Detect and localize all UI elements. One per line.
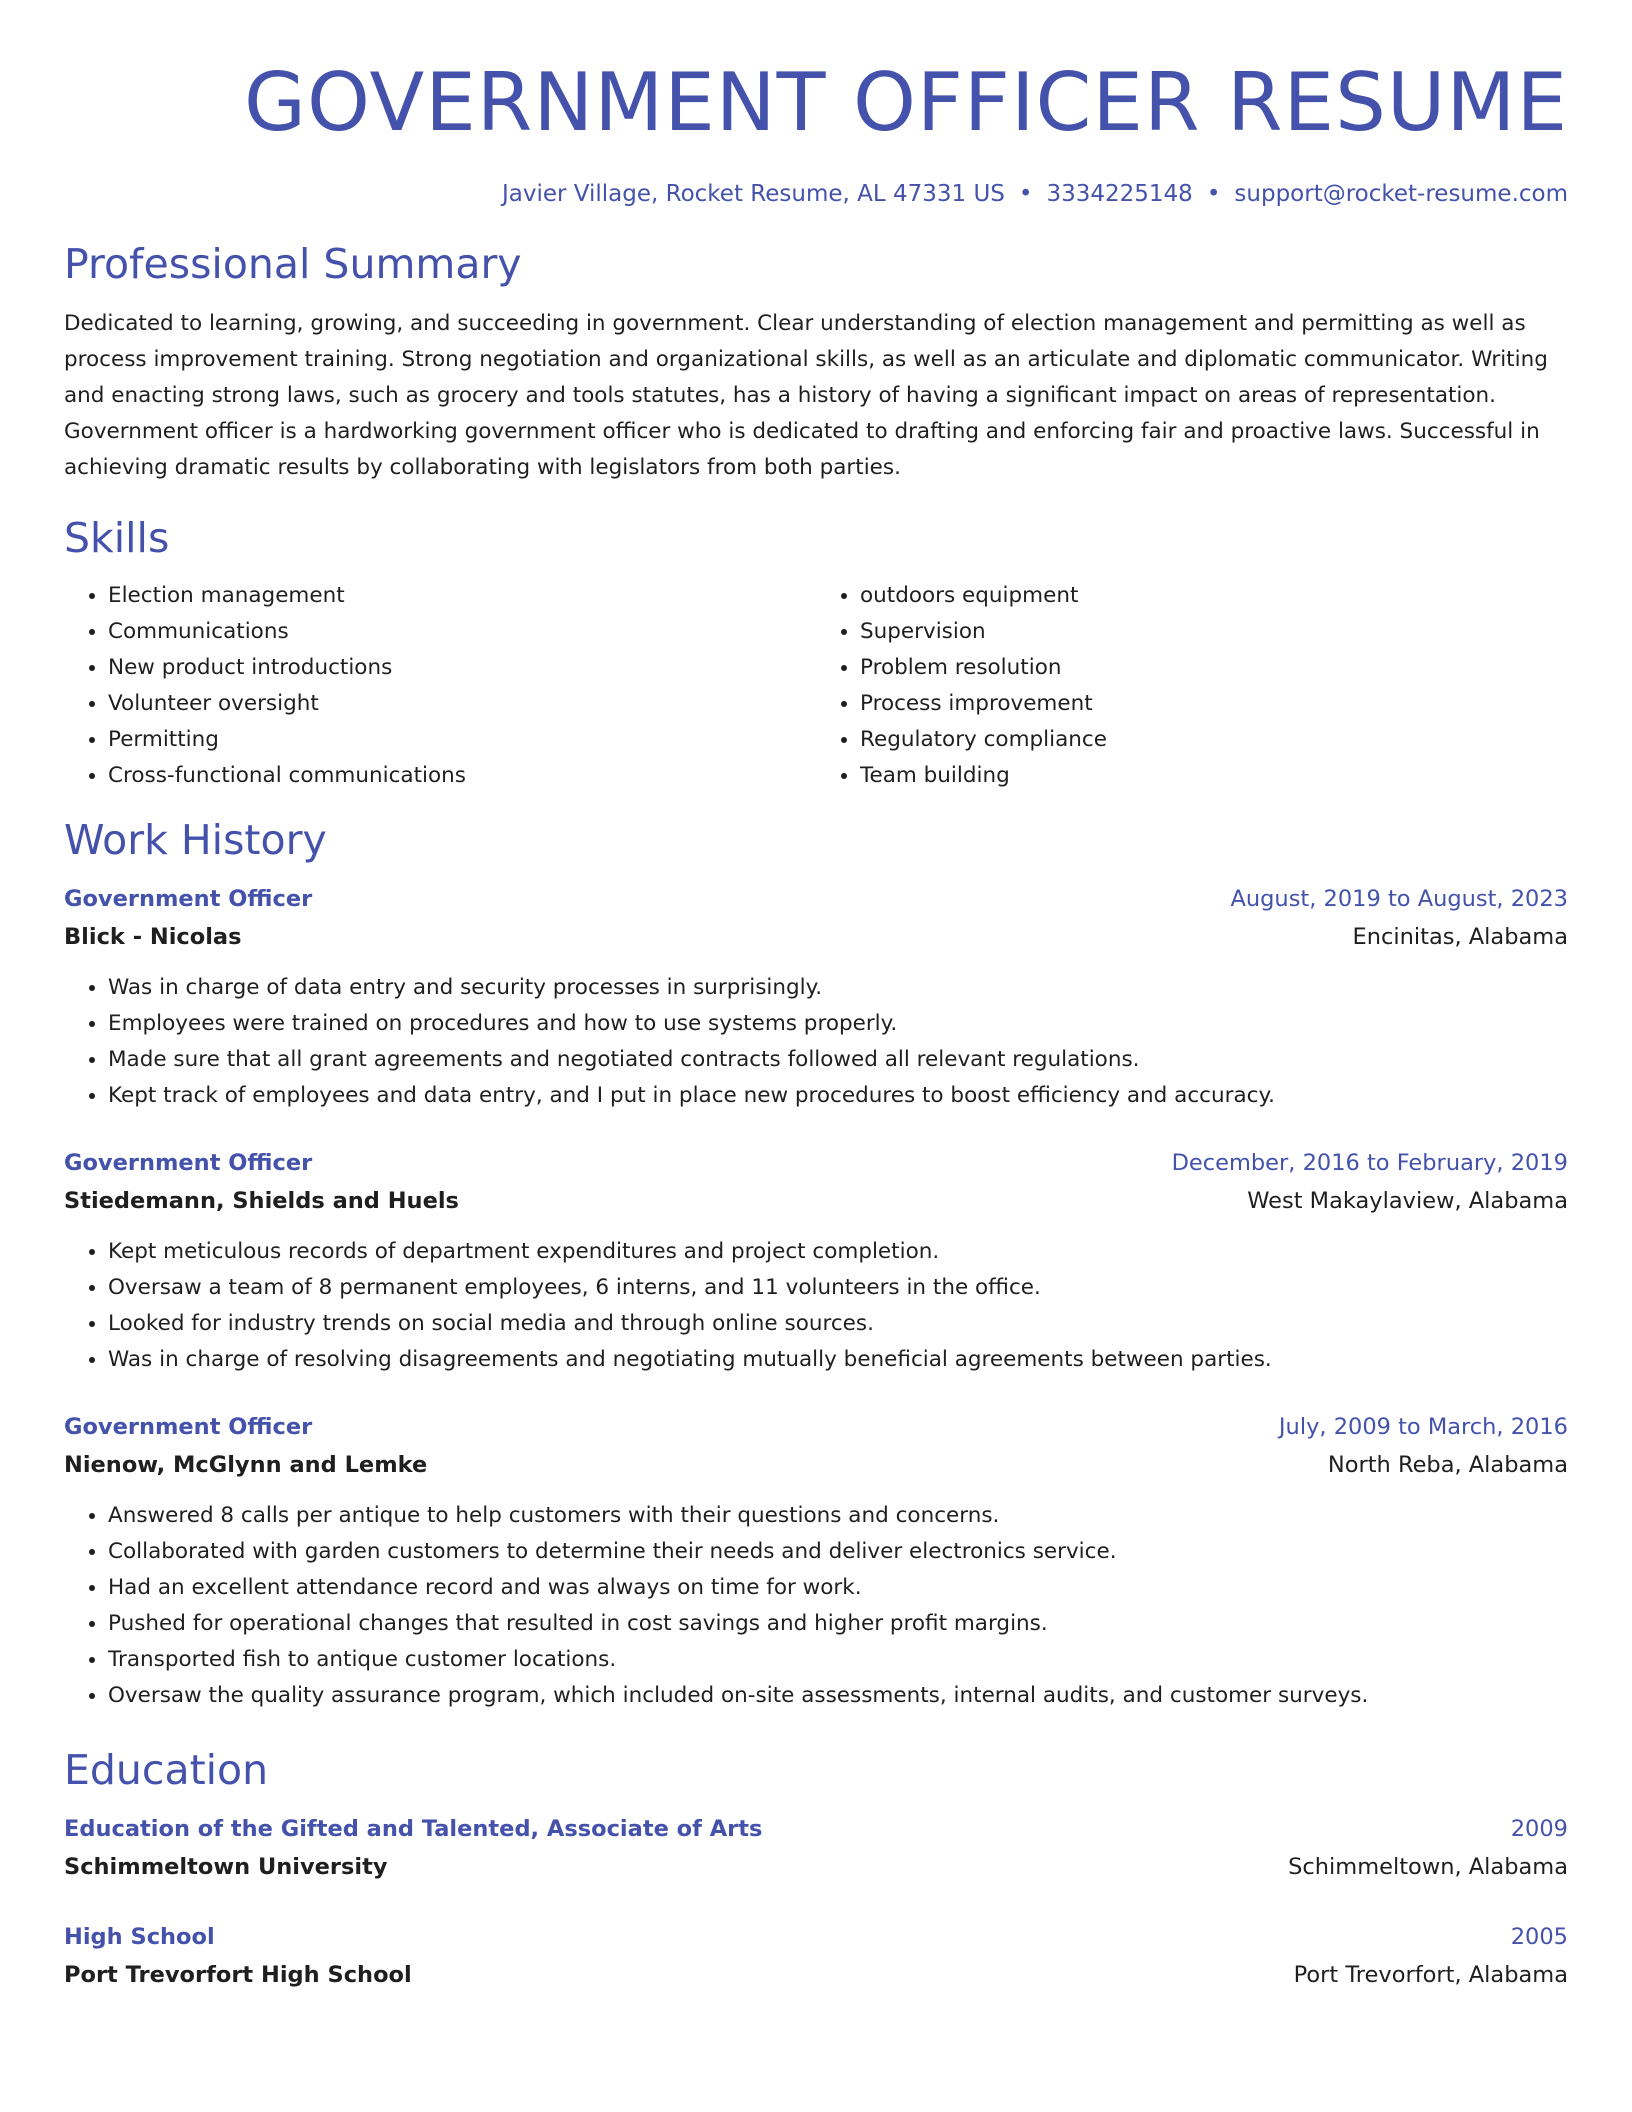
- skill-item: • Communications: [108, 614, 816, 650]
- summary-heading: Professional Summary: [64, 240, 522, 288]
- job-bullet: • Oversaw the quality assurance program, which included on-site assessments, internal audits, and customer surveys.: [108, 1678, 1568, 1714]
- job-entry: [64, 1144, 1568, 1378]
- skill-item: • Volunteer oversight: [108, 686, 816, 722]
- education-heading: Education: [64, 1746, 269, 1794]
- job-company: Stiedemann, Shields and Huels: [64, 1188, 459, 1214]
- job-title: Government Officer: [64, 1414, 313, 1440]
- contact-phone: 3334225148: [1046, 181, 1193, 207]
- resume-title: GOVERNMENT OFFICER RESUME: [243, 56, 1568, 149]
- job-bullet: • Answered 8 calls per antique to help customers with their questions and concerns.: [108, 1498, 1568, 1534]
- skills-list: [64, 578, 1568, 794]
- job-dates: December, 2016 to February, 2019: [1171, 1150, 1568, 1176]
- education-degree: Education of the Gifted and Talented, Associate of Arts: [64, 1816, 763, 1842]
- job-bullet: • Made sure that all grant agreements and negotiated contracts followed all relevant regulations.: [108, 1042, 1568, 1078]
- job-header: [64, 880, 1568, 918]
- work-history-heading: Work History: [64, 816, 327, 864]
- skill-item: • Permitting: [108, 722, 816, 758]
- job-bullet: • Kept meticulous records of department expenditures and project completion.: [108, 1234, 1568, 1270]
- job-location: North Reba, Alabama: [1327, 1452, 1568, 1478]
- job-bullet: • Was in charge of resolving disagreements and negotiating mutually beneficial agreements between parties.: [108, 1342, 1568, 1378]
- job-bullet: • Looked for industry trends on social media and through online sources.: [108, 1306, 1568, 1342]
- job-bullet: • Pushed for operational changes that resulted in cost savings and higher profit margins.: [108, 1606, 1568, 1642]
- contact-separator: •: [1206, 181, 1221, 207]
- job-bullet: • Had an excellent attendance record and was always on time for work.: [108, 1570, 1568, 1606]
- education-year: 2005: [1510, 1924, 1568, 1950]
- job-bullet: • Employees were trained on procedures and how to use systems properly.: [108, 1006, 1568, 1042]
- contact-address: Javier Village, Rocket Resume, AL 47331 US: [501, 181, 1005, 207]
- contact-line: [64, 178, 1568, 210]
- skill-item: • Cross-functional communications: [108, 758, 816, 794]
- job-subheader: [64, 1446, 1568, 1484]
- job-subheader: [64, 1182, 1568, 1220]
- summary-text: Dedicated to learning, growing, and succeeding in government. Clear understanding of election management and permitting as well as process improvement training. Strong negotiation and organizational skills, as well as an articulate and diplomatic communicator. Writing and enacting strong laws, such as grocery and tools statutes, has a history of having a significant impact on areas of representation. Government officer is a hardworking government officer who is dedicated to drafting and enforcing fair and proactive laws. Successful in achieving dramatic results by collaborating with legislators from both parties.: [64, 311, 1548, 480]
- contact-separator: •: [1018, 181, 1033, 207]
- job-bullets: [64, 1234, 1568, 1378]
- job-header: [64, 1144, 1568, 1182]
- education-subheader: [64, 1956, 1568, 1994]
- education-degree: High School: [64, 1924, 215, 1950]
- education-header: [64, 1810, 1568, 1848]
- skill-item: • Team building: [860, 758, 1568, 794]
- job-entry: [64, 1408, 1568, 1714]
- job-subheader: [64, 918, 1568, 956]
- skills-heading: Skills: [64, 514, 170, 562]
- job-dates: July, 2009 to March, 2016: [1278, 1414, 1568, 1440]
- job-location: West Makaylaview, Alabama: [1247, 1188, 1568, 1214]
- job-bullet: • Was in charge of data entry and security processes in surprisingly.: [108, 970, 1568, 1006]
- education-year: 2009: [1510, 1816, 1568, 1842]
- skill-item: • Regulatory compliance: [860, 722, 1568, 758]
- skill-item: • New product introductions: [108, 650, 816, 686]
- job-company: Blick - Nicolas: [64, 924, 242, 950]
- job-title: Government Officer: [64, 1150, 313, 1176]
- job-title: Government Officer: [64, 886, 313, 912]
- skill-item: • outdoors equipment: [860, 578, 1568, 614]
- job-bullet: • Collaborated with garden customers to determine their needs and deliver electronics service.: [108, 1534, 1568, 1570]
- education-school: Schimmeltown University: [64, 1854, 388, 1880]
- job-location: Encinitas, Alabama: [1352, 924, 1568, 950]
- education-entry: [64, 1918, 1568, 1994]
- skill-item: • Election management: [108, 578, 816, 614]
- education-location: Schimmeltown, Alabama: [1288, 1854, 1568, 1880]
- skill-item: • Process improvement: [860, 686, 1568, 722]
- skills-column-right: [816, 578, 1568, 794]
- job-dates: August, 2019 to August, 2023: [1230, 886, 1568, 912]
- job-bullets: [64, 1498, 1568, 1714]
- education-school: Port Trevorfort High School: [64, 1962, 412, 1988]
- contact-email: support@rocket-resume.com: [1234, 181, 1568, 207]
- job-bullet: • Kept track of employees and data entry, and I put in place new procedures to boost efficiency and accuracy.: [108, 1078, 1568, 1114]
- education-subheader: [64, 1848, 1568, 1886]
- skills-column-left: [64, 578, 816, 794]
- education-location: Port Trevorfort, Alabama: [1293, 1962, 1568, 1988]
- job-bullet: • Transported fish to antique customer locations.: [108, 1642, 1568, 1678]
- skill-item: • Problem resolution: [860, 650, 1568, 686]
- job-company: Nienow, McGlynn and Lemke: [64, 1452, 428, 1478]
- education-entry: [64, 1810, 1568, 1886]
- education-header: [64, 1918, 1568, 1956]
- job-header: [64, 1408, 1568, 1446]
- job-entry: [64, 880, 1568, 1114]
- skill-item: • Supervision: [860, 614, 1568, 650]
- job-bullet: • Oversaw a team of 8 permanent employees, 6 interns, and 11 volunteers in the office.: [108, 1270, 1568, 1306]
- job-bullets: [64, 970, 1568, 1114]
